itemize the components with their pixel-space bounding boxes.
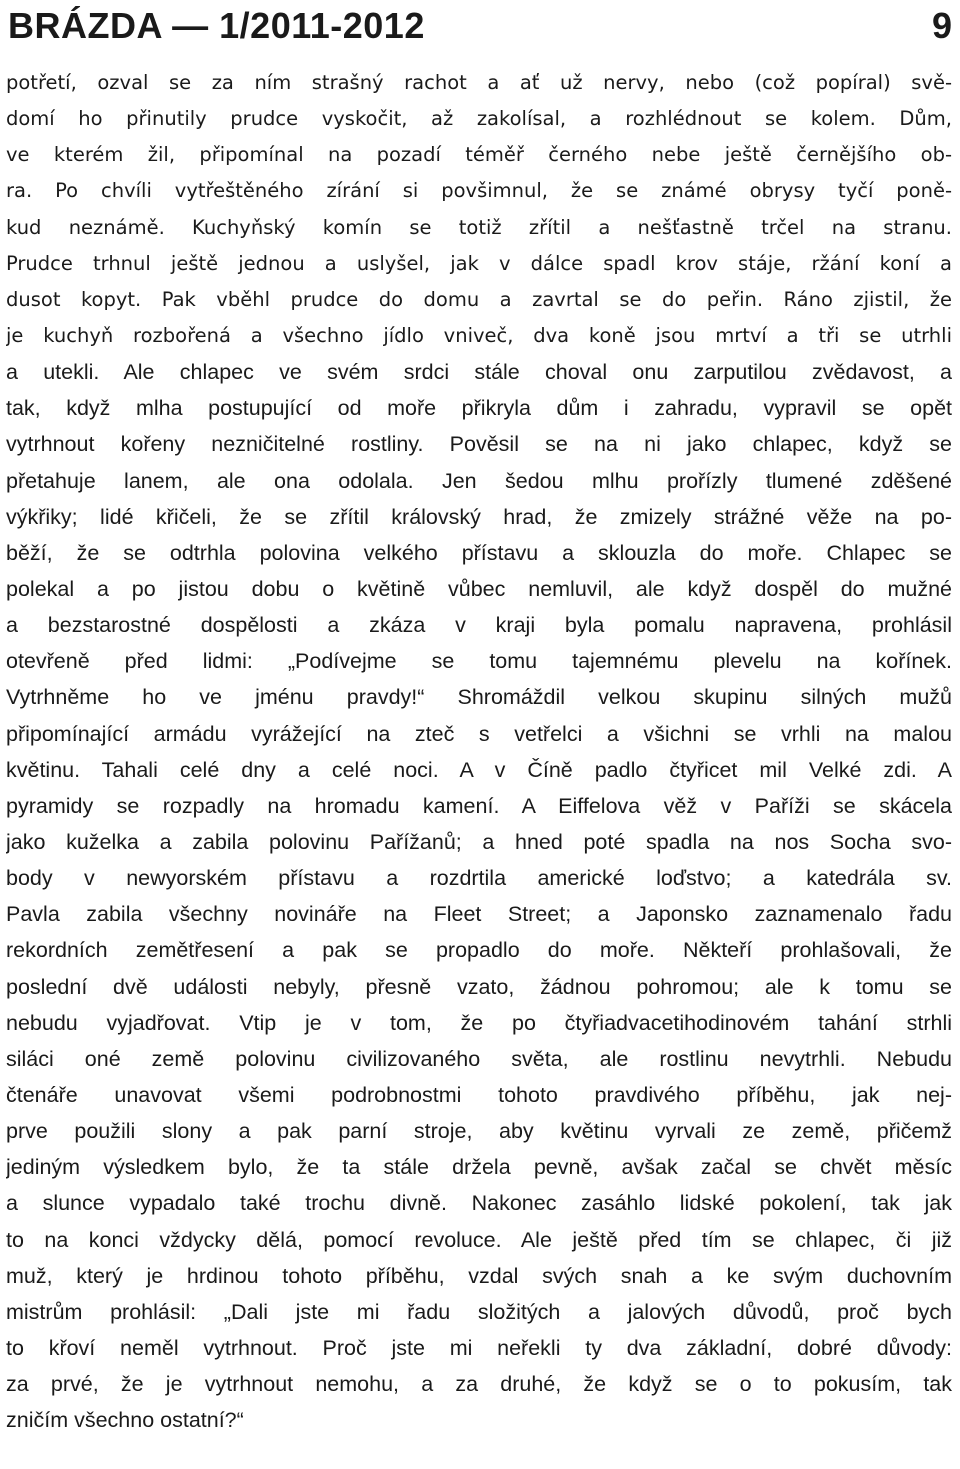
text-line: připomínající armádu vyrážející na zteč s vetřelci a všichni se vrhli na malou xyxy=(6,721,952,746)
text-line: muž, který je hrdinou tohoto příběhu, vzdal svých snah a ke svým duchovním xyxy=(6,1263,952,1288)
text-line: výkřiky; lidé křičeli, že se zřítil královský hrad, že zmizely strážné věže na po- xyxy=(6,504,952,529)
text-line: a slunce vypadalo také trochu divně. Nakonec zasáhlo lidské pokolení, tak jak xyxy=(6,1191,952,1216)
text-line: Pavla zabila všechny novináře na Fleet Street; a Japonsko zaznamenalo řadu xyxy=(6,902,952,927)
text-line: mistrům prohlásil: „Dali jste mi řadu složitých a jalových důvodů, proč bych xyxy=(6,1299,952,1324)
text-line: poslední dvě události nebyly, přesně vzato, žádnou pohromou; ale k tomu se xyxy=(6,974,952,999)
text-line: je kuchyň rozbořená a všechno jídlo vniveč, dva koně jsou mrtví a tři se utrhli xyxy=(6,323,952,347)
text-line: potřetí, ozval se za ním strašný rachot a ať už nervy, nebo (což popíral) svě- xyxy=(6,71,952,94)
text-line: nebudu vyjadřovat. Vtip je v tom, že po čtyřiadvacetihodinovém tahání strhli xyxy=(6,1010,952,1035)
text-line: květinu. Tahali celé dny a celé noci. A v Číně padlo čtyřicet mil Velké zdi. A xyxy=(6,757,952,782)
text-line: siláci oné země polovinu civilizovaného světa, ale rostlinu nevytrhli. Nebudu xyxy=(6,1046,952,1071)
text-line: a utekli. Ale chlapec ve svém srdci stále choval onu zarputilou zvědavost, a xyxy=(6,360,952,385)
text-line: domí ho přinutily prudce vyskočit, až zakolísal, a rozhlédnout se kolem. Dům, xyxy=(6,107,952,131)
text-line: Prudce trhnul ještě jednou a uslyšel, jak v dálce spadl krov stáje, ržání koní a xyxy=(6,251,952,275)
text-line: otevřeně před lidmi: „Podívejme se tomu tajemnému plevelu na kořínek. xyxy=(6,649,952,674)
page-number: 9 xyxy=(931,5,952,46)
text-line: prve použili slony a pak parní stroje, aby květinu vyrvali ze země, přičemž xyxy=(6,1119,952,1144)
text-line: ve kterém žil, připomínal na pozadí téměř černého nebe ještě černějšího ob- xyxy=(6,143,952,167)
text-line: polekal a po jistou dobu o květině vůbec nemluvil, ale když dospěl do mužné xyxy=(6,576,952,601)
text-line: to na konci vždycky dělá, pomocí revoluce. Ale ještě před tím se chlapec, či již xyxy=(6,1227,952,1252)
page-header xyxy=(6,0,952,60)
text-line: ra. Po chvíli vytřeštěného zírání si povšimnul, že se známé obrysy tyčí poně- xyxy=(6,179,952,203)
text-line: jediným výsledkem bylo, že ta stále držela pevně, avšak začal se chvět měsíc xyxy=(6,1155,952,1180)
text-line: body v newyorském přístavu a rozdrtila americké loďstvo; a katedrála sv. xyxy=(6,866,952,891)
text-line: dusot kopyt. Pak vběhl prudce do domu a zavrtal se do peřin. Ráno zjistil, že xyxy=(6,287,952,311)
article-text xyxy=(6,65,952,1438)
document-page xyxy=(6,0,952,1469)
text-line: přetahuje lanem, ale ona odolala. Jen šedou mlhu prořízly tlumené zděšené xyxy=(6,468,952,493)
text-line: zničím všechno ostatní?“ xyxy=(6,1408,244,1433)
text-line: za prvé, že je vytrhnout nemohu, a za druhé, že když se o to pokusím, tak xyxy=(6,1372,952,1397)
journal-title: BRÁZDA — 1/2011-2012 xyxy=(8,5,425,46)
text-line: tak, když mlha postupující od moře přikryla dům i zahradu, vypravil se opět xyxy=(6,396,952,421)
text-line: běží, že se odtrhla polovina velkého přístavu a sklouzla do moře. Chlapec se xyxy=(6,540,952,565)
text-line: Vytrhněme ho ve jménu pravdy!“ Shromáždil velkou skupinu silných mužů xyxy=(6,685,952,710)
text-line: kud neznámě. Kuchyňský komín se totiž zřítil a nešťastně trčel na stranu. xyxy=(6,215,952,239)
text-line: vytrhnout kořeny nezničitelné rostliny. Pověsil se na ni jako chlapec, když se xyxy=(6,432,952,457)
text-line: čtenáře unavovat všemi podrobnostmi tohoto pravdivého příběhu, jak nej- xyxy=(6,1082,952,1107)
text-line: rekordních zemětřesení a pak se propadlo do moře. Někteří prohlašovali, že xyxy=(6,938,952,963)
text-line: jako kuželka a zabila polovinu Pařížanů; a hned poté spadla na nos Socha svo- xyxy=(6,829,952,854)
text-line: pyramidy se rozpadly na hromadu kamení. A Eiffelova věž v Paříži se skácela xyxy=(6,793,952,818)
text-line: to křoví neměl vytrhnout. Proč jste mi neřekli ty dva základní, dobré důvody: xyxy=(6,1335,952,1360)
text-line: a bezstarostné dospělosti a zkáza v kraji byla pomalu napravena, prohlásil xyxy=(6,613,952,638)
